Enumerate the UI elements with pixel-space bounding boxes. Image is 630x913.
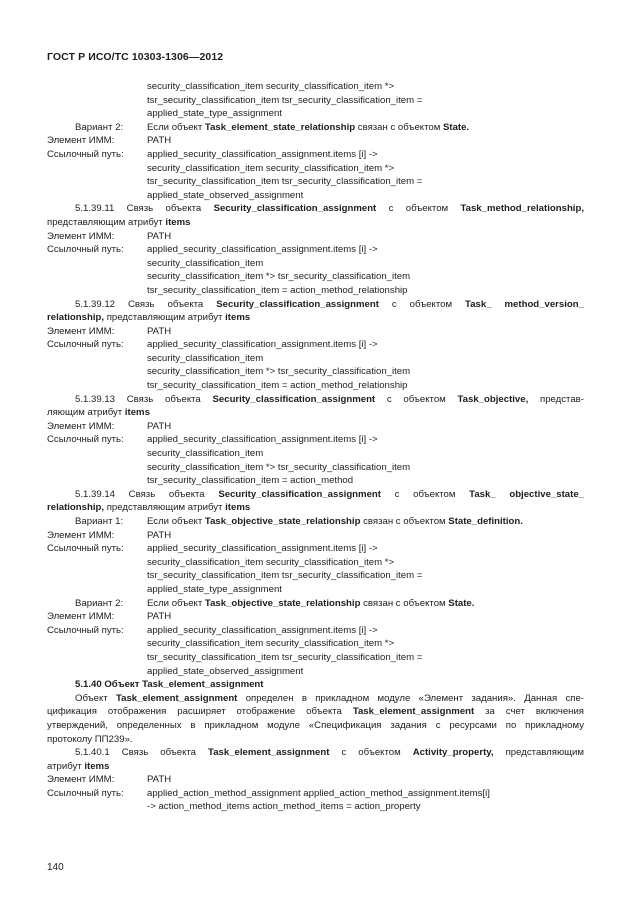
bold-term: State.: [442, 121, 470, 133]
text-run: PATH: [147, 230, 172, 242]
mapping-path-line: security_classification_item security_classification_item *>: [147, 556, 395, 568]
mapping-path-line: applied_state_observed_assignment: [147, 665, 304, 677]
mapping-label: Элемент ИММ:: [47, 420, 115, 432]
mapping-path-line: security_classification_item: [147, 257, 264, 269]
text-run: PATH: [147, 135, 172, 147]
mapping-row: [47, 325, 584, 339]
bold-term: Task_ objective_state_: [469, 488, 584, 500]
bold-term: Task_ method_version_: [465, 298, 584, 310]
text-run: applied_security_classification_assignment.items [i] ->: [147, 624, 378, 636]
bold-term: 5.1.40 Объект Task_element_assignment: [75, 679, 264, 691]
mapping-row: [47, 420, 584, 434]
mapping-row: [47, 148, 584, 162]
mapping-row: [47, 787, 584, 801]
mapping-value: [147, 773, 584, 787]
paragraph-line: [47, 202, 584, 216]
mapping-path-line: tsr_security_classification_item = action_method_relationship: [147, 380, 408, 392]
bold-term: relationship,: [47, 312, 105, 324]
bold-term: Activity_property,: [412, 747, 494, 759]
text-run: applied_security_classification_assignment.items [i] ->: [147, 434, 378, 446]
mapping-path-line: applied_state_type_assignment: [147, 583, 282, 595]
text-run: PATH: [147, 774, 172, 786]
text-run: Если объект: [147, 597, 205, 609]
text-run: протоколу ПП239».: [47, 733, 133, 745]
mapping-value: [147, 542, 584, 556]
text-run: 5.1.39.12 Связь объекта: [75, 298, 217, 310]
text-run: с объектом: [376, 203, 461, 215]
paragraph-line: [47, 311, 584, 325]
mapping-label: Элемент ИММ:: [47, 135, 115, 147]
text-run: 5.1.40.1 Связь объекта: [75, 747, 209, 759]
mapping-path-line: applied_state_observed_assignment: [147, 189, 304, 201]
bold-term: Task_method_relationship,: [460, 203, 584, 215]
mapping-value: [147, 420, 584, 434]
mapping-value: [147, 121, 584, 135]
paragraph-line: [47, 733, 584, 747]
bold-term: Task_element_state_relationship: [204, 121, 356, 133]
mapping-label: Элемент ИММ:: [47, 774, 115, 786]
text-run: утверждений, определенных в прикладном модуле «Спецификация задания с ресурсами по прикладному: [47, 719, 584, 731]
text-run: PATH: [147, 611, 172, 623]
text-run: applied_security_classification_assignment.items [i] ->: [147, 244, 378, 256]
bold-term: items: [225, 312, 251, 324]
paragraph-line: [47, 298, 584, 312]
mapping-label: Элемент ИММ:: [47, 529, 115, 541]
mapping-path-line: -> action_method_items action_method_items = action_property: [147, 801, 421, 813]
mapping-path-line: security_classification_item security_classification_item *>: [147, 81, 395, 92]
paragraph-line: [47, 393, 584, 407]
text-run: атрибут: [47, 760, 85, 772]
paragraph-line: [47, 746, 584, 760]
page-number: 140: [47, 862, 64, 873]
mapping-path-line: security_classification_item *> tsr_security_classification_item: [147, 271, 411, 283]
mapping-row: [47, 121, 584, 135]
mapping-value: [147, 529, 584, 543]
text-run: PATH: [147, 529, 172, 541]
mapping-path-line: security_classification_item security_classification_item *>: [147, 162, 395, 174]
bold-term: Task_element_assignment: [115, 692, 238, 704]
mapping-value: [147, 243, 584, 257]
text-run: связан с объектом: [360, 597, 449, 609]
mapping-path-line: security_classification_item *> tsr_security_classification_item: [147, 461, 411, 473]
bold-term: Task_element_assignment: [352, 706, 475, 718]
bold-term: items: [225, 502, 251, 514]
bold-term: relationship,: [47, 502, 105, 514]
text-run: ляющим атрибут: [47, 407, 125, 419]
bold-term: Security_classification_assignment: [212, 393, 376, 405]
bold-term: Security_classification_assignment: [216, 298, 379, 310]
mapping-path-line: tsr_security_classification_item tsr_security_classification_item =: [147, 176, 423, 188]
bold-term: State.: [448, 597, 475, 609]
text-run: определен в прикладном модуле «Элемент задания». Данная спе-: [237, 692, 584, 704]
text-run: за счет включения: [474, 706, 585, 718]
mapping-label: Ссылочный путь:: [47, 624, 124, 636]
text-run: представ-: [528, 393, 584, 405]
mapping-path-line: applied_state_type_assignment: [147, 108, 282, 120]
text-run: представляющим атрибут: [104, 312, 226, 324]
mapping-value: [147, 325, 584, 339]
text-run: представляющим атрибут: [47, 216, 166, 228]
mapping-path-line: tsr_security_classification_item = action_method_relationship: [147, 284, 408, 296]
mapping-row: [47, 134, 584, 148]
bold-term: items: [84, 760, 110, 772]
bold-term: items: [124, 407, 150, 419]
text-run: 5.1.39.14 Связь объекта: [75, 488, 219, 500]
mapping-row: [47, 515, 584, 529]
mapping-label: Ссылочный путь:: [47, 787, 124, 799]
text-run: Если объект: [147, 516, 205, 527]
mapping-label: Вариант 2:: [75, 597, 124, 609]
mapping-label: Ссылочный путь:: [47, 244, 124, 256]
paragraph-line: [47, 488, 584, 502]
text-run: цификация отображения расширяет отображение объекта: [47, 706, 353, 718]
text-run: Объект: [75, 692, 116, 704]
mapping-label: Вариант 2:: [75, 121, 124, 133]
text-run: представляющим атрибут: [104, 502, 226, 514]
bold-term: Task_objective_state_relationship: [204, 516, 361, 527]
text-run: applied_security_classification_assignment.items [i] ->: [147, 148, 378, 160]
mapping-value: [147, 610, 584, 624]
mapping-row: [47, 243, 584, 257]
text-run: 5.1.39.13 Связь объекта: [75, 393, 213, 405]
text-run: связан с объектом: [355, 121, 443, 133]
text-run: представляющим: [493, 747, 584, 759]
mapping-row: [47, 610, 584, 624]
text-run: applied_action_method_assignment applied_action_method_assignment.items[i]: [147, 787, 490, 799]
text-run: applied_security_classification_assignment.items [i] ->: [147, 339, 378, 351]
mapping-label: Ссылочный путь:: [47, 339, 124, 351]
mapping-path-line: tsr_security_classification_item tsr_security_classification_item =: [147, 94, 423, 106]
bold-term: Task_element_assignment: [208, 747, 330, 759]
mapping-path-line: security_classification_item *> tsr_security_classification_item: [147, 366, 411, 378]
bold-term: State_definition.: [448, 516, 523, 527]
mapping-row: [47, 597, 584, 611]
mapping-value: [147, 230, 584, 244]
mapping-path-line: security_classification_item: [147, 352, 264, 364]
bold-term: items: [165, 216, 191, 228]
text-run: applied_security_classification_assignment.items [i] ->: [147, 543, 378, 555]
paragraph-line: [47, 678, 584, 692]
mapping-path-line: tsr_security_classification_item tsr_security_classification_item =: [147, 651, 423, 663]
paragraph-line: [47, 705, 584, 719]
page-header: ГОСТ Р ИСО/ТС 10303-1306—2012: [47, 51, 224, 63]
mapping-row: [47, 338, 584, 352]
mapping-label: Ссылочный путь:: [47, 434, 124, 446]
bold-term: Task_objective_state_relationship: [204, 597, 361, 609]
mapping-path-line: security_classification_item: [147, 448, 264, 460]
mapping-label: Вариант 1:: [75, 516, 124, 527]
mapping-value: [147, 515, 584, 529]
bold-term: Security_classification_assignment: [213, 203, 377, 215]
mapping-label: Ссылочный путь:: [47, 148, 124, 160]
paragraph-line: [47, 501, 584, 515]
mapping-row: [47, 230, 584, 244]
mapping-row: [47, 529, 584, 543]
document-body: [47, 80, 584, 814]
text-run: с объектом: [375, 393, 458, 405]
mapping-row: [47, 542, 584, 556]
mapping-row: [47, 773, 584, 787]
text-run: с объектом: [380, 488, 470, 500]
text-run: Если объект: [147, 121, 205, 133]
mapping-value: [147, 624, 584, 638]
mapping-row: [47, 624, 584, 638]
text-run: связан с объектом: [360, 516, 449, 527]
mapping-path-line: tsr_security_classification_item = action_method: [147, 475, 354, 487]
paragraph-line: [47, 406, 584, 420]
mapping-value: [147, 134, 584, 148]
text-run: PATH: [147, 325, 172, 337]
paragraph-line: [47, 692, 584, 706]
mapping-value: [147, 148, 584, 162]
text-run: с объектом: [329, 747, 413, 759]
paragraph-line: [47, 216, 584, 230]
mapping-label: Элемент ИММ:: [47, 325, 115, 337]
text-run: с объектом: [378, 298, 466, 310]
bold-term: Task_objective,: [457, 393, 529, 405]
text-run: PATH: [147, 420, 172, 432]
mapping-row: [47, 433, 584, 447]
paragraph-line: [47, 760, 584, 774]
mapping-label: Ссылочный путь:: [47, 543, 124, 555]
mapping-value: [147, 338, 584, 352]
paragraph-line: [47, 719, 584, 733]
mapping-value: [147, 787, 584, 801]
mapping-value: [147, 433, 584, 447]
bold-term: Security_classification_assignment: [218, 488, 381, 500]
mapping-value: [147, 597, 584, 611]
mapping-path-line: tsr_security_classification_item tsr_security_classification_item =: [147, 570, 423, 582]
mapping-label: Элемент ИММ:: [47, 230, 115, 242]
mapping-label: Элемент ИММ:: [47, 611, 115, 623]
text-run: 5.1.39.11 Связь объекта: [75, 203, 214, 215]
mapping-path-line: security_classification_item security_classification_item *>: [147, 638, 395, 650]
